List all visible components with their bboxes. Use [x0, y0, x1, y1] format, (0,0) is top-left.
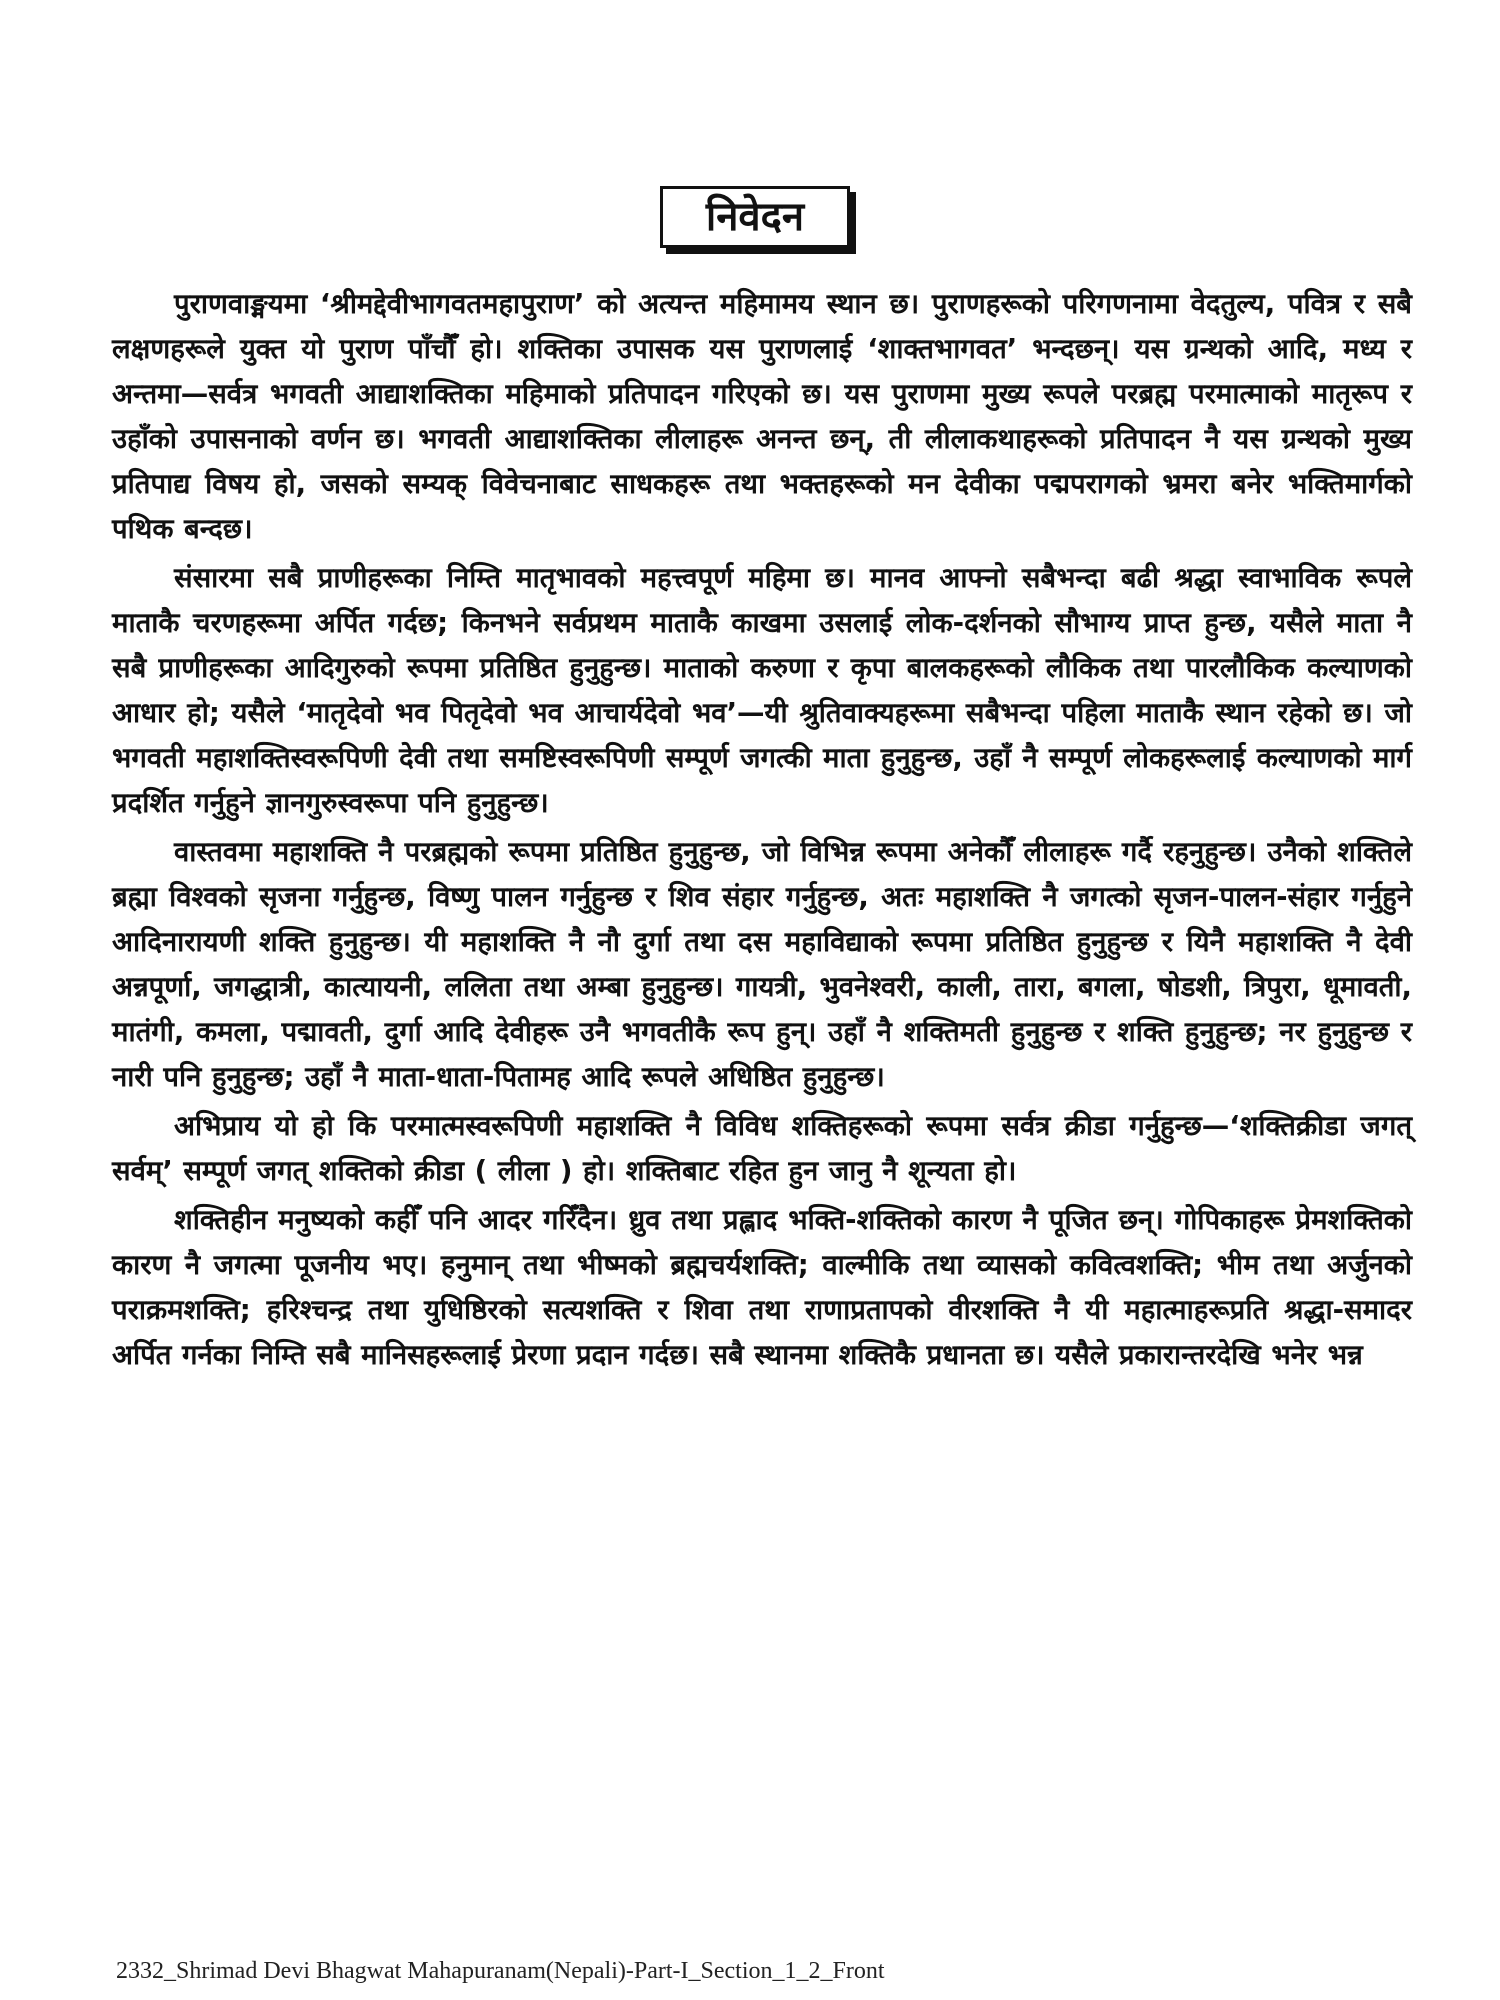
paragraph-5: शक्तिहीन मनुष्यको कहीँ पनि आदर गरिँदैन। ध्रुव तथा प्रह्लाद भक्ति-शक्तिको कारण नै पूजित छन्। गोपिकाहरू प्रेमशक्तिको कारण नै जगत्मा पूजनीय भए। हनुमान् तथा भीष्मको ब्रह्मचर्यशक्ति; वाल्मीकि तथा व्यासको कवित्वशक्ति; भीम तथा अर्जुनको पराक्रमशक्ति; हरिश्चन्द्र तथा युधिष्ठिरको सत्यशक्ति र शिवा तथा राणाप्रतापको वीरशक्ति नै यी महात्माहरूप्रति श्रद्धा-समादर अर्पित गर्नका निम्ति सबै मानिसहरूलाई प्रेरणा प्रदान गर्दछ। सबै स्थानमा शक्तिकै प्रधानता छ। यसैले प्रकारान्तरदेखि भनेर भन्न	[112, 1204, 1412, 1371]
document-body	[112, 282, 1412, 1378]
paragraph-2: संसारमा सबै प्राणीहरूका निम्ति मातृभावको महत्त्वपूर्ण महिमा छ। मानव आफ्नो सबैभन्दा बढी श्रद्धा स्वाभाविक रूपले माताकै चरणहरूमा अर्पित गर्दछ; किनभने सर्वप्रथम माताकै काखमा उसलाई लोक-दर्शनको सौभाग्य प्राप्त हुन्छ, यसैले माता नै सबै प्राणीहरूका आदिगुरुको रूपमा प्रतिष्ठित हुनुहुन्छ। माताको करुणा र कृपा बालकहरूको लौकिक तथा पारलौकिक कल्याणको आधार हो; यसैले ‘मातृदेवो भव पितृदेवो भव आचार्यदेवो भव’—यी श्रुतिवाक्यहरूमा सबैभन्दा पहिला माताकै स्थान रहेको छ। जो भगवती महाशक्तिस्वरूपिणी देवी तथा समष्टिस्वरूपिणी सम्पूर्ण जगत्की माता हुनुहुन्छ, उहाँ नै सम्पूर्ण लोकहरूलाई कल्याणको मार्ग प्रदर्शित गर्नुहुने ज्ञानगुरुस्वरूपा पनि हुनुहुन्छ।	[112, 562, 1412, 819]
paragraph-4: अभिप्राय यो हो कि परमात्मस्वरूपिणी महाशक्ति नै विविध शक्तिहरूको रूपमा सर्वत्र क्रीडा गर्नुहुन्छ—‘शक्तिक्रीडा जगत् सर्वम्’ सम्पूर्ण जगत् शक्तिको क्रीडा ( लीला ) हो। शक्तिबाट रहित हुन जानु नै शून्यता हो।	[112, 1110, 1412, 1187]
footer-file-label: 2332_Shrimad Devi Bhagwat Mahapuranam(Nepali)-Part-I_Section_1_2_Front	[116, 1958, 885, 1984]
paragraph-3: वास्तवमा महाशक्ति नै परब्रह्मको रूपमा प्रतिष्ठित हुनुहुन्छ, जो विभिन्न रूपमा अनेकौँ लीलाहरू गर्दै रहनुहुन्छ। उनैको शक्तिले ब्रह्मा विश्वको सृजना गर्नुहुन्छ, विष्णु पालन गर्नुहुन्छ र शिव संहार गर्नुहुन्छ, अतः महाशक्ति नै जगत्को सृजन-पालन-संहार गर्नुहुने आदिनारायणी शक्ति हुनुहुन्छ। यी महाशक्ति नै नौ दुर्गा तथा दस महाविद्याको रूपमा प्रतिष्ठित हुनुहुन्छ र यिनै महाशक्ति नै देवी अन्नपूर्णा, जगद्धात्री, कात्यायनी, ललिता तथा अम्बा हुनुहुन्छ। गायत्री, भुवनेश्वरी, काली, तारा, बगला, षोडशी, त्रिपुरा, धूमावती, मातंगी, कमला, पद्मावती, दुर्गा आदि देवीहरू उनै भगवतीकै रूप हुन्। उहाँ नै शक्तिमती हुनुहुन्छ र शक्ति हुनुहुन्छ; नर हुनुहुन्छ र नारी पनि हुनुहुन्छ; उहाँ नै माता-धाता-पितामह आदि रूपले अधिष्ठित हुनुहुन्छ।	[112, 836, 1412, 1093]
page-title: निवेदन	[705, 194, 805, 240]
page-title-box	[660, 186, 850, 248]
paragraph-1: पुराणवाङ्मयमा ‘श्रीमद्देवीभागवतमहापुराण’ को अत्यन्त महिमामय स्थान छ। पुराणहरूको परिगणनामा वेदतुल्य, पवित्र र सबै लक्षणहरूले युक्त यो पुराण पाँचौँ हो। शक्तिका उपासक यस पुराणलाई ‘शाक्तभागवत’ भन्दछन्। यस ग्रन्थको आदि, मध्य र अन्तमा—सर्वत्र भगवती आद्याशक्तिका महिमाको प्रतिपादन गरिएको छ। यस पुराणमा मुख्य रूपले परब्रह्म परमात्माको मातृरूप र उहाँको उपासनाको वर्णन छ। भगवती आद्याशक्तिका लीलाहरू अनन्त छन्, ती लीलाकथाहरूको प्रतिपादन नै यस ग्रन्थको मुख्य प्रतिपाद्य विषय हो, जसको सम्यक् विवेचनाबाट साधकहरू तथा भक्तहरूको मन देवीका पद्मपरागको भ्रमरा बनेर भक्तिमार्गको पथिक बन्दछ।	[112, 288, 1412, 545]
